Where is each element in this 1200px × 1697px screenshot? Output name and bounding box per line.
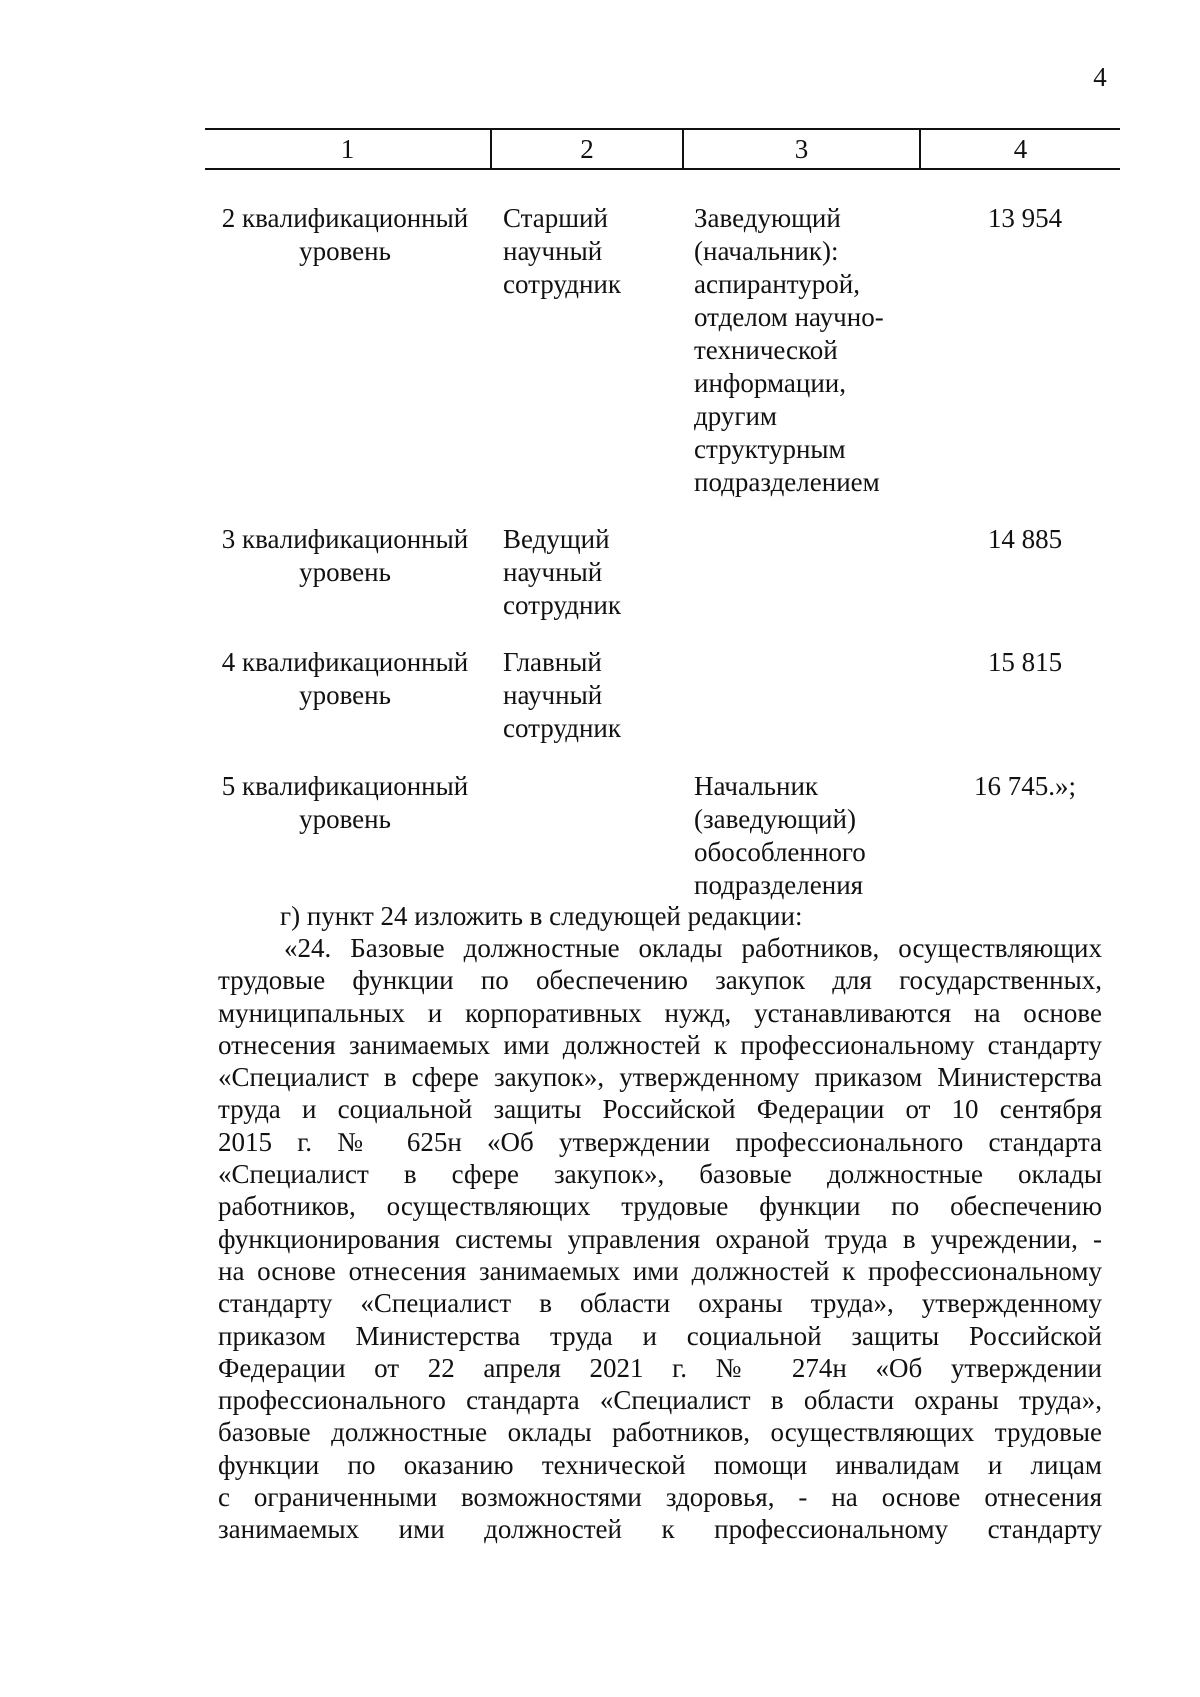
amendment-heading: г) пункт 24 изложить в следующей редакции: [280,901,803,931]
paragraph-line: муниципальных и корпоративных нужд, устанавливаются на основе [218,997,1102,1028]
paragraph-line: труда и социальной защиты Российской Федерации от 10 сентября [218,1094,1102,1125]
position-title [503,523,673,622]
cell-line: научный [503,680,603,710]
paragraph-line: профессионального стандарта «Специалист в области охраны труда», [218,1385,1102,1416]
cell-line: (начальник): [694,236,839,266]
paragraph-line: на основе отнесения занимаемых ими должностей к профессиональному [218,1255,1102,1286]
cell-line: уровень [299,557,391,587]
qualification-level [205,646,485,712]
cell-line: 3 квалификационный [221,524,469,554]
paragraph-line: приказом Министерства труда и социальной защиты Российской [218,1320,1102,1351]
cell-line: (заведующий) [694,804,856,834]
salary-value: 15 815 [987,647,1063,677]
cell-line: информации, [694,368,846,398]
cell-line: Ведущий [503,524,610,554]
cell-line: 5 квалификационный [221,771,469,801]
cell-line: уровень [299,804,391,834]
cell-line: структурным [694,434,846,464]
paragraph-line: 2015 г. № 625н «Об утверждении профессионального стандарта [218,1126,1102,1157]
qualification-level [205,770,485,836]
paragraph-line: занимаемых ими должностей к профессиональному стандарту [218,1514,1102,1545]
cell-line: сотрудник [503,590,621,620]
qualification-level [205,523,485,589]
salary-value: 13 954 [987,203,1063,233]
cell-line: научный [503,557,603,587]
cell-line: Старший [503,203,608,233]
cell-line: сотрудник [503,713,621,743]
position-title [503,646,673,745]
cell-line: уровень [299,236,391,266]
cell-line: отделом научно- [694,302,884,332]
cell-line: технической [694,335,838,365]
cell-line: Заведующий [694,203,841,233]
paragraph-line: трудовые функции по обеспечению закупок для государственных, [218,965,1102,996]
column-header-4: 4 [1013,134,1028,164]
column-header-1: 1 [340,134,355,164]
body-paragraph [218,932,1102,1546]
cell-line: подразделением [694,467,880,497]
cell-line: 4 квалификационный [221,647,469,677]
paragraph-line: Федерации от 22 апреля 2021 г. № 274н «Об утверждении [218,1352,1102,1383]
management-position [694,770,924,902]
cell-line: научный [503,236,603,266]
cell-line: 2 квалификационный [221,203,469,233]
cell-line: Начальник [694,771,819,801]
cell-line: уровень [299,680,391,710]
column-header-3: 3 [794,134,809,164]
paragraph-line: «Специалист в сфере закупок», базовые должностные оклады [218,1159,1102,1190]
qualification-level [205,202,485,268]
page-number: 4 [1093,62,1107,92]
paragraph-line: работников, осуществляющих трудовые функции по обеспечению [218,1191,1102,1222]
paragraph-line: стандарту «Специалист в области охраны труда», утвержденному [218,1288,1102,1319]
cell-line: Главный [503,647,602,677]
management-position [694,202,924,499]
paragraph-line: базовые должностные оклады работников, осуществляющих трудовые [218,1417,1102,1448]
paragraph-line: функционирования системы управления охраной труда в учреждении, - [218,1223,1102,1254]
cell-line: обособленного [694,837,866,867]
paragraph-line: «Специалист в сфере закупок», утвержденному приказом Министерства [218,1062,1102,1093]
salary-value: 16 745.»; [973,771,1076,801]
cell-line: сотрудник [503,269,621,299]
position-title [503,202,673,301]
paragraph-line: отнесения занимаемых ими должностей к профессиональному стандарту [218,1029,1102,1060]
cell-line: подразделения [694,870,864,900]
column-header-2: 2 [580,134,594,164]
paragraph-line: «24. Базовые должностные оклады работников, осуществляющих [284,933,1102,963]
paragraph-line: с ограниченными возможностями здоровья, - на основе отнесения [218,1482,1102,1513]
cell-line: аспирантурой, [694,269,860,299]
cell-line: другим [694,401,777,431]
salary-value: 14 885 [987,524,1063,554]
paragraph-line: функции по оказанию технической помощи инвалидам и лицам [218,1449,1102,1480]
table-header [205,128,1120,170]
